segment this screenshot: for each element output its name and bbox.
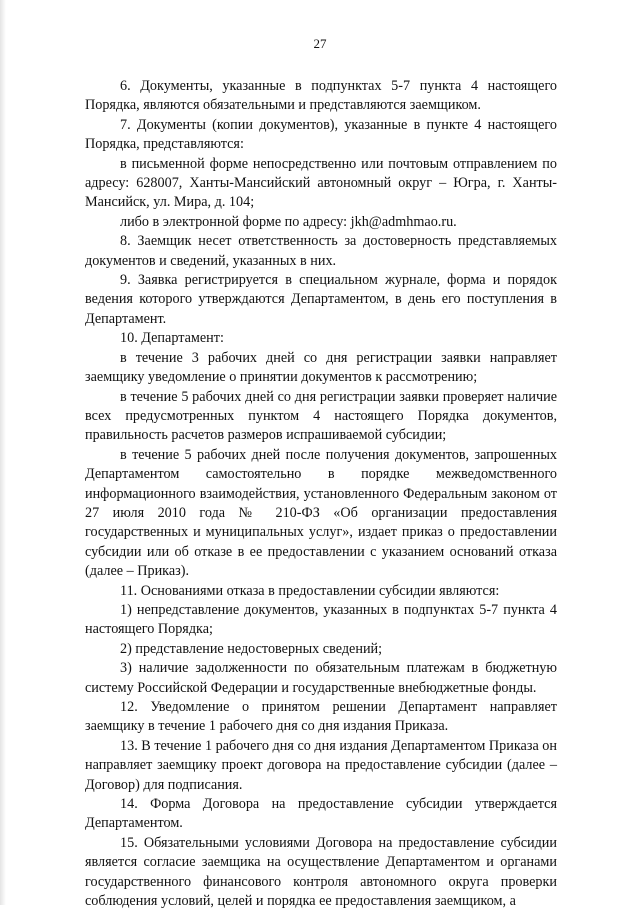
document-body [85, 77, 557, 911]
paragraph-10-item-2: в течение 5 рабочих дней со дня регистрации заявки проверяет наличие всех предусмотренных пунктом 4 настоящего Порядка документов, правильность расчетов размеров испрашиваемой субсидии; [85, 388, 557, 444]
paragraph-15: 15. Обязательными условиями Договора на предоставление субсидии является согласие заемщика на осуществление Департаментом и органами государственного финансового контроля автономного округа проверки соблюдения условий, целей и порядка ее предоставления заемщиком, а [85, 834, 557, 910]
paragraph-10-item-1: в течение 3 рабочих дней со дня регистрации заявки направляет заемщику уведомление о принятии документов к рассмотрению; [85, 349, 557, 386]
paragraph-7: 7. Документы (копии документов), указанные в пункте 4 настоящего Порядка, представляются: [85, 116, 557, 153]
paragraph-7-electronic-form: либо в электронной форме по адресу: jkh@admhmao.ru. [120, 213, 457, 230]
paragraph-13: 13. В течение 1 рабочего дня со дня издания Департаментом Приказа он направляет заемщику проект договора на предоставление субсидии (далее – Договор) для подписания. [85, 737, 557, 793]
paragraph-11-item-2: 2) представление недостоверных сведений; [120, 640, 383, 657]
paragraph-8: 8. Заемщик несет ответственность за достоверность представляемых документов и сведений, указанных в них. [85, 233, 557, 269]
paragraph-12: 12. Уведомление о принятом решении Департамент направляет заемщику в течение 1 рабочего дня со дня издания Приказа. [85, 699, 557, 735]
paragraph-6: 6. Документы, указанные в подпунктах 5-7 пункта 4 настоящего Порядка, являются обязательными и представляются заемщиком. [85, 78, 557, 114]
paragraph-11-item-1: 1) непредставление документов, указанных в подпунктах 5-7 пункта 4 настоящего Порядка; [85, 601, 557, 638]
paragraph-9: 9. Заявка регистрируется в специальном журнале, форма и порядок ведения которого утверждаются Департаментом, в день его поступления в Департамент. [85, 272, 557, 327]
paragraph-14: 14. Форма Договора на предоставление субсидии утверждается Департаментом. [85, 796, 557, 832]
scan-edge-shadow [0, 0, 6, 905]
paragraph-10: 10. Департамент: [120, 330, 224, 347]
paragraph-7-written-form: в письменной форме непосредственно или почтовым отправлением по адресу: 628007, Ханты-Мансийский автономный округ – Югра, г. Ханты-Мансийск, ул. Мира, д. 104; [85, 155, 557, 211]
paragraph-10-item-3: в течение 5 рабочих дней после получения документов, запрошенных Департаментом самостоятельно в порядке межведомственного информационного взаимодействия, установленного Федеральным законом от 27 июля 2010 года № 210-ФЗ «Об организации предоставления государственных и муниципальных услуг», издает приказ о предоставлении субсидии или об отказе в ее предоставлении с указанием оснований отказа (далее – Приказ). [85, 446, 557, 580]
paragraph-11-item-3: 3) наличие задолженности по обязательным платежам в бюджетную систему Российской Федерации и государственные внебюджетные фонды. [85, 660, 557, 696]
paragraph-11: 11. Основаниями отказа в предоставлении субсидии являются: [120, 582, 500, 599]
page-number: 27 [313, 36, 327, 51]
